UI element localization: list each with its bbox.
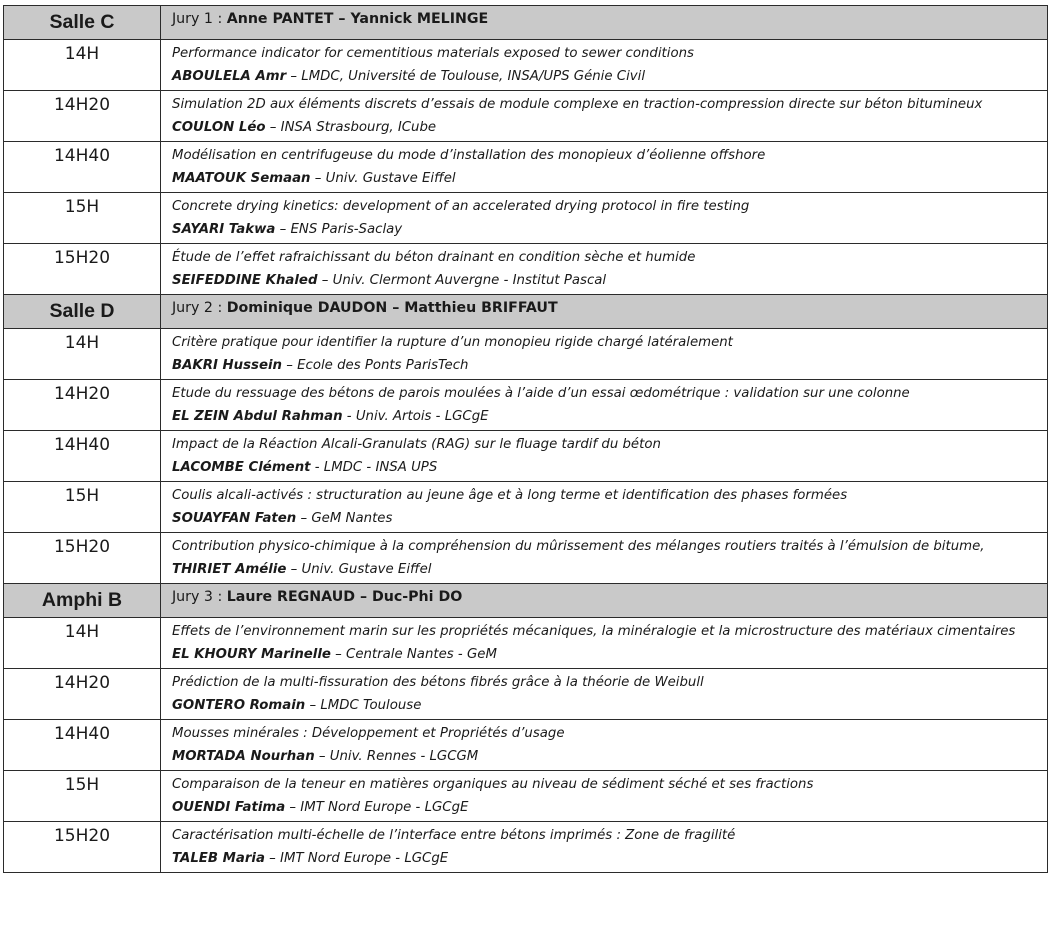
talk-content bbox=[161, 40, 1048, 91]
author-affiliation: – Univ. Rennes - LGCGM bbox=[314, 748, 479, 764]
talk-author-line bbox=[172, 457, 1041, 480]
talk-author-line bbox=[172, 66, 1041, 89]
author-affiliation: – ENS Paris-Saclay bbox=[275, 221, 403, 237]
talk-content bbox=[161, 431, 1048, 482]
talk-title: Contribution physico-chimique à la compréhension du mûrissement des mélanges routiers traités à l’émulsion de bitume, bbox=[172, 539, 985, 554]
schedule-body bbox=[4, 6, 1048, 873]
talk-title: Effets de l’environnement marin sur les propriétés mécaniques, la minéralogie et la microstructure des matériaux cimentaires bbox=[172, 624, 1016, 639]
talk-title: Comparaison de la teneur en matières organiques au niveau de sédiment séché et ses fractions bbox=[172, 777, 814, 792]
talk-row bbox=[4, 618, 1048, 669]
talk-content bbox=[161, 720, 1048, 771]
talk-content bbox=[161, 533, 1048, 584]
talk-author-line bbox=[172, 168, 1041, 191]
talk-content bbox=[161, 482, 1048, 533]
author-name: OUENDI Fatima bbox=[172, 799, 286, 815]
talk-row bbox=[4, 822, 1048, 873]
author-affiliation: – Univ. Clermont Auvergne - Institut Pascal bbox=[317, 272, 607, 288]
jury-label: Jury 2 : bbox=[172, 300, 227, 316]
talk-title: Impact de la Réaction Alcali-Granulats (RAG) sur le fluage tardif du béton bbox=[172, 437, 661, 452]
author-name: SEIFEDDINE Khaled bbox=[172, 272, 318, 288]
talk-title: Étude de l’effet rafraichissant du béton drainant en condition sèche et humide bbox=[172, 250, 696, 265]
room-name: Salle D bbox=[4, 295, 161, 329]
author-name: LACOMBE Clément bbox=[172, 459, 311, 475]
author-affiliation: – LMDC Toulouse bbox=[305, 697, 422, 713]
talk-author-line bbox=[172, 508, 1041, 531]
jury-members: Anne PANTET – Yannick MELINGE bbox=[226, 11, 489, 27]
talk-row bbox=[4, 380, 1048, 431]
talk-time: 15H20 bbox=[4, 244, 161, 295]
author-name: EL ZEIN Abdul Rahman bbox=[172, 408, 343, 424]
author-affiliation: – IMT Nord Europe - LGCgE bbox=[285, 799, 469, 815]
author-name: ABOULELA Amr bbox=[172, 68, 287, 84]
author-name: MAATOUK Semaan bbox=[172, 170, 311, 186]
author-affiliation: – IMT Nord Europe - LGCgE bbox=[264, 850, 449, 866]
talk-content bbox=[161, 329, 1048, 380]
talk-row bbox=[4, 329, 1048, 380]
talk-time: 15H bbox=[4, 193, 161, 244]
talk-row bbox=[4, 669, 1048, 720]
talk-time: 15H bbox=[4, 482, 161, 533]
talk-row bbox=[4, 40, 1048, 91]
talk-time: 14H bbox=[4, 618, 161, 669]
author-name: GONTERO Romain bbox=[172, 697, 306, 713]
author-name: MORTADA Nourhan bbox=[172, 748, 315, 764]
talk-title: Caractérisation multi-échelle de l’interface entre bétons imprimés : Zone de fragilité bbox=[172, 828, 736, 843]
author-affiliation: – GeM Nantes bbox=[296, 510, 393, 526]
author-affiliation: – Univ. Gustave Eiffel bbox=[286, 561, 432, 577]
author-name: BAKRI Hussein bbox=[172, 357, 283, 373]
author-name: COULON Léo bbox=[172, 119, 266, 135]
author-affiliation: – INSA Strasbourg, ICube bbox=[265, 119, 437, 135]
talk-title: Performance indicator for cementitious materials exposed to sewer conditions bbox=[172, 46, 694, 61]
talk-content bbox=[161, 91, 1048, 142]
talk-author-line bbox=[172, 219, 1041, 242]
talk-title: Coulis alcali-activés : structuration au jeune âge et à long terme et identification des phases formées bbox=[172, 488, 848, 503]
talk-row bbox=[4, 482, 1048, 533]
room-name: Amphi B bbox=[4, 584, 161, 618]
talk-content bbox=[161, 193, 1048, 244]
talk-time: 14H20 bbox=[4, 669, 161, 720]
jury-members: Dominique DAUDON – Matthieu BRIFFAUT bbox=[226, 300, 558, 316]
jury-label: Jury 1 : bbox=[172, 11, 227, 27]
talk-row bbox=[4, 91, 1048, 142]
author-affiliation: – Centrale Nantes - GeM bbox=[330, 646, 497, 662]
talk-author-line bbox=[172, 797, 1041, 820]
talk-content bbox=[161, 669, 1048, 720]
talk-row bbox=[4, 771, 1048, 822]
talk-content bbox=[161, 244, 1048, 295]
talk-author-line bbox=[172, 746, 1041, 769]
session-header bbox=[4, 295, 1048, 329]
talk-content bbox=[161, 822, 1048, 873]
jury-members: Laure REGNAUD – Duc-Phi DO bbox=[226, 589, 463, 605]
talk-row bbox=[4, 142, 1048, 193]
talk-row bbox=[4, 431, 1048, 482]
talk-author-line bbox=[172, 406, 1041, 429]
talk-author-line bbox=[172, 117, 1041, 140]
jury-cell bbox=[161, 584, 1048, 618]
talk-content bbox=[161, 380, 1048, 431]
author-name: TALEB Maria bbox=[172, 850, 265, 866]
talk-author-line bbox=[172, 559, 1041, 582]
talk-time: 14H40 bbox=[4, 720, 161, 771]
talk-content bbox=[161, 771, 1048, 822]
talk-title: Simulation 2D aux éléments discrets d’essais de module complexe en traction-compression directe sur béton bitumineux bbox=[172, 97, 983, 112]
talk-author-line bbox=[172, 848, 1041, 871]
talk-row bbox=[4, 244, 1048, 295]
talk-title: Critère pratique pour identifier la rupture d’un monopieu rigide chargé latéralement bbox=[172, 335, 733, 350]
talk-row bbox=[4, 720, 1048, 771]
talk-time: 14H20 bbox=[4, 380, 161, 431]
jury-cell bbox=[161, 6, 1048, 40]
talk-time: 14H40 bbox=[4, 142, 161, 193]
talk-row bbox=[4, 533, 1048, 584]
author-name: THIRIET Amélie bbox=[172, 561, 287, 577]
talk-time: 15H20 bbox=[4, 533, 161, 584]
talk-title: Prédiction de la multi-fissuration des bétons fibrés grâce à la théorie de Weibull bbox=[172, 675, 704, 690]
talk-content bbox=[161, 618, 1048, 669]
talk-time: 15H20 bbox=[4, 822, 161, 873]
talk-title: Mousses minérales : Développement et Propriétés d’usage bbox=[172, 726, 565, 741]
talk-row bbox=[4, 193, 1048, 244]
talk-title: Concrete drying kinetics: development of an accelerated drying protocol in fire testing bbox=[172, 199, 750, 214]
author-affiliation: – Ecole des Ponts ParisTech bbox=[282, 357, 469, 373]
author-affiliation: – Univ. Gustave Eiffel bbox=[310, 170, 456, 186]
talk-time: 15H bbox=[4, 771, 161, 822]
author-name: SOUAYFAN Faten bbox=[172, 510, 297, 526]
talk-author-line bbox=[172, 355, 1041, 378]
talk-time: 14H40 bbox=[4, 431, 161, 482]
author-affiliation: - Univ. Artois - LGCgE bbox=[342, 408, 489, 424]
talk-time: 14H bbox=[4, 329, 161, 380]
talk-time: 14H bbox=[4, 40, 161, 91]
talk-time: 14H20 bbox=[4, 91, 161, 142]
author-affiliation: – LMDC, Université de Toulouse, INSA/UPS Génie Civil bbox=[286, 68, 646, 84]
talk-author-line bbox=[172, 270, 1041, 293]
session-header bbox=[4, 584, 1048, 618]
jury-cell bbox=[161, 295, 1048, 329]
talk-author-line bbox=[172, 695, 1041, 718]
session-header bbox=[4, 6, 1048, 40]
author-affiliation: - LMDC - INSA UPS bbox=[310, 459, 438, 475]
talk-author-line bbox=[172, 644, 1041, 667]
jury-label: Jury 3 : bbox=[172, 589, 227, 605]
talk-content bbox=[161, 142, 1048, 193]
talk-title: Etude du ressuage des bétons de parois moulées à l’aide d’un essai œdométrique : validation sur une colonne bbox=[172, 386, 910, 401]
author-name: EL KHOURY Marinelle bbox=[172, 646, 331, 662]
schedule-table bbox=[3, 5, 1048, 873]
author-name: SAYARI Takwa bbox=[172, 221, 276, 237]
room-name: Salle C bbox=[4, 6, 161, 40]
talk-title: Modélisation en centrifugeuse du mode d’installation des monopieux d’éolienne offshore bbox=[172, 148, 766, 163]
